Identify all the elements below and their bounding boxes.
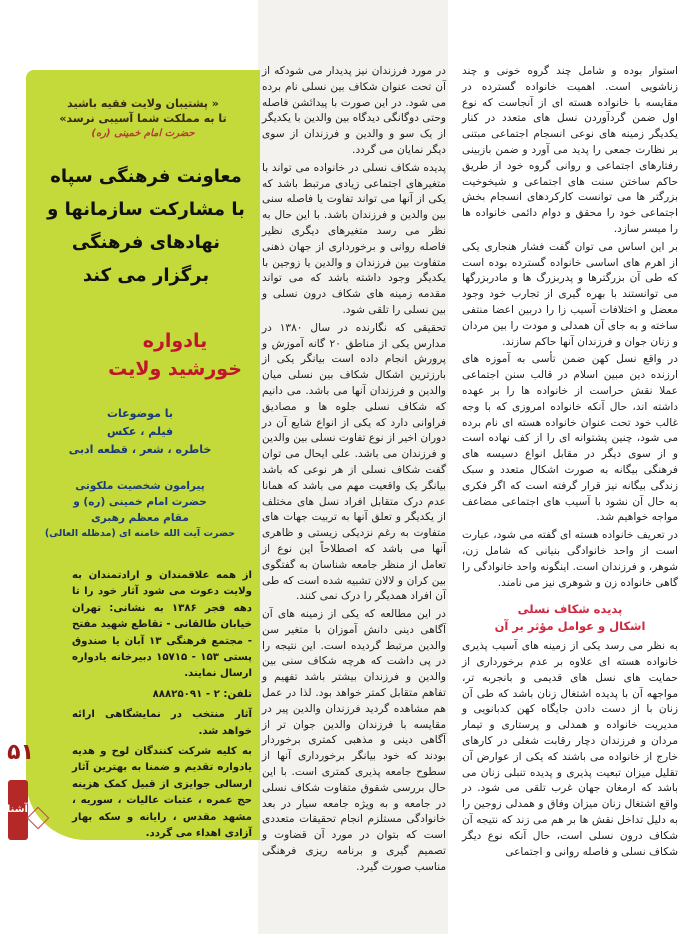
sidebar-quote <box>30 96 256 141</box>
info-paragraph: آثار منتخب در نمایشگاهی ارائه خواهد شد. <box>72 709 252 737</box>
body-paragraph: به نظر می رسد یکی از زمینه های آسیب پذیری خانواده هسته ای علاوه بر عدم برخورداری از حمایت های نسل های قدیمی و بانجربه تر، مواجهه آن با پدیده اشتغال زنان باشد که طی آن زنان با از دست دادن جایگاه کهن کدبانویی و مدیریت خانواده و همدلی و پرستاری و تیمار مردان و فرزندان دچار رقابت شغلی در کارهای خارج از خانواده می باشند که یکی از عوارض آن تقلیل میزان تبعیت پذیری و پدیده تنبلی زنان می باشد که ارمغان جهان غرب تلقی می شود. در واقع اشتغال زنان میزان وفاق و همدلی زوجین را به دلیل تداخل نقش ها بر هم می زند که نتیجه آن شکاف درون نسلی است، حال آنکه نوع دیگر شکاف نسلی و فاصله روانی و اجتماعی <box>462 640 678 858</box>
info-paragraph: به کلیه شرکت کنندگان لوح و هدیه یادواره تقدیم و ضمنا به بهترین آثار ارسالی جوایزی از قبیل کمک هزینه حج عمره ، عتبات عالیات ، سوریه ، مشهد مقدس ، رایانه و سکه بهار آزادی اهداء می گردد. <box>72 746 252 840</box>
title-line: برگزار می کند <box>82 265 210 286</box>
body-paragraph: در مورد فرزندان نیز پدیدار می شودکه از آن تحت عنوان شکاف بین نسلی نام برده می شود. در این صورت با پیدائشن فاصله وحتی دوگانگی دیدگاه بین والدین با یکدیگر از یک سو و والدین و فرزندان از سوی دیگر نمایان می گردد. <box>262 65 446 156</box>
subject-line: حضرت امام خمینی (ره) و <box>73 496 207 508</box>
topics-label: با موضوعات <box>106 407 174 420</box>
body-paragraph: در تعریف خانواده هسته ای گفته می شود، عبارت است از واحد خانوادگی بنیانی که شامل زن، شوهر، و فرزندان است. اینگونه واحد خانوادگی را گاهی خانواده زن و شوهری نیز می نامند. <box>462 529 678 589</box>
sidebar-info <box>72 568 252 847</box>
subheading-line: پدیده شکاف نسلی <box>517 602 623 617</box>
body-paragraph: در واقع نسل کهن ضمن تأسی به آموزه های ارزنده دین مبین اسلام در قالب سنن اجتماعی عملا نقش حراست از خانواده ها را بر عهده داشته اند، حال آنکه خانواده امروزی که با وجه غالب خود تحت عنوان خانواده هسته ای نام برده می شود، چنین پشتوانه ای را از کف نهاده است و از سوی دیگر در مقابل انواع دسیسه های فرهنگی بیگانه به صورت اشکال متعدد و سبک زندگی بیگانه نیز قرار گرفته است که اگر فکری به حال آن نشود با آسیب های اجتماعی مضاعف مواجه خواهیم شد. <box>462 353 678 524</box>
subject-line: حضرت آیت الله خامنه ای (مدظله العالی) <box>44 528 236 539</box>
body-paragraph: بر این اساس می توان گفت فشار هنجاری یکی از اهرم های اساسی خانواده گسترده بوده است که طی آن بزرگترها و پدربزرگ ها و مادربزرگها می توانستند با بهره گیری از تجارب خود وجود معضل و اختلافات آسیب زا را دربین اعضا منتفی ساخته و به جای آن همدلی و مودت را بین مردان و زنان جوان و فرزندان آنها حاکم سازند. <box>462 240 678 348</box>
page-number: ۵۱ <box>7 740 34 765</box>
sidebar-topics <box>40 405 240 459</box>
logo-line: خورشید ولایت <box>108 358 242 380</box>
topics-line: خاطره ، شعر ، قطعه ادبی <box>68 443 212 456</box>
quote-attribution: حضرت امام خمینی (ره) <box>91 128 195 139</box>
logo-line: یادواره <box>142 330 208 352</box>
quote-line: تا به مملکت شما آسیبی نرسد» <box>59 112 227 125</box>
subheading-line: اشکال و عوامل مؤثر بر آن <box>494 619 646 634</box>
body-paragraph: در این مطالعه که یکی از زمینه های آن آگاهی دینی دانش آموزان با متغیر سن والدین مرتبط گردیده است. این نتیجه را در پی داشت که هرچه شکاف سنی بین والدین و فرزندان بیشتر باشد تفهیم و تفاهم متقابل کمتر خواهد بود. لذا در عمل هم مشاهده گردید فرزندان والدین پیر در مقایسه با فرزندان والدین جوان تر از آگاهی دینی و مذهبی کمتری برخوردار بودند که خود بیانگر برخورداری آنها از سطوح جامعه پذیری کمتری است. با این حال بررسی شقوق متفاوت شکاف نسلی در جامعه و به ویژه جامعه سیار در بعد خانوادگی مستلزم انجام تحقیقات متعددی است که بتوان در مورد آن قضاوت و تصمیم گیری و برنامه ریزی فرهنگی مناسب صورت گیرد. <box>262 608 446 873</box>
sidebar-subject <box>40 478 240 542</box>
body-paragraph: استوار بوده و شامل چند گروه خونی و چند زناشویی است. اهمیت خانواده گسترده در مقایسه با خانواده هسته ای از آنجاست که نوع اول ضمن گردآوردن نسل های متعدد در کنار یکدیگر زمینه های نوعی انسجام اجتماعی مبتنی بر نظارت جمعی را پدید می آورد و ضمن بازبینی رفتارهای اجتماعی و روانی گروه خود از طریق حاکم ساختن سنت های اجتماعی و شیخوخیت بزرگتر ها می توانست کارکردهای انسجام بخش اجتماعی خود را محقق و دوام دائمی خانواده ها را میسر سازد. <box>462 65 678 235</box>
info-paragraph: تلفن: ۲ - ۸۸۸۲۵۰۹۱ <box>152 688 252 700</box>
body-paragraph: پدیده شکاف نسلی در خانواده می تواند با متغیرهای اجتماعی زیادی مرتبط باشد که یکی از آنها می تواند تفاوت یا فاصله سنی بین والدین و فرزندان باشد. با این حال به نظر می رسد متغیرهای دیگری نظیر فاصله روانی و برخورداری از جهان ذهنی متفاوت بین فرزندان و والدین یا زوجین با یکدیگر وجود داشته باشد که می تواند مقدمه زمینه های شکاف درون نسلی و بین نسلی را تلقی شود. <box>262 161 446 316</box>
section-subheading <box>462 601 678 635</box>
magazine-logo: آشنا <box>8 780 28 840</box>
body-paragraph: تحقیقی که نگارنده در سال ۱۳۸۰ در مدارس یکی از مناطق ۲۰ گانه آموزش و پرورش انجام داده است بیانگر یکی از بارزترین اشکال شکاف بین نسلی میان والدین و فرزندان آنها می باشد. می دانیم که شکاف نسلی جلوه ها و مصادیق فراوانی دارد که یکی از انواع شایع آن در دوران اخیر از نوع تفاوت نسلی بین والدین و فرزندان می باشد. علی ایحال می توان گفت شکاف نسلی از هر نوعی که باشد بیانگر یک واقعیت مهم می باشد که همانا عدم درک متقابل افراد نسل های مختلف از یکدیگر و تعلق آنها به تربیت جهات های متفاوت به رغم نزدیکی زیستی و ظاهری آنها می باشد که اصطلاحاً این نوع از تعامل از منظر جامعه شناسان به گفتگوی بین کران و لالان تشبیه شده است که طی آن افراد همدیگر را درک نمی کنند. <box>261 321 446 603</box>
title-line: نهادهای فرهنگی <box>71 232 221 253</box>
middle-column <box>262 64 446 878</box>
info-paragraph: از همه علاقمندان و ارادتمندان به ولایت دعوت می شود آثار خود را تا دهه فجر ۱۳۸۶ به نشانی: تهران خیابان طالقانی - تقاطع شهید مفتح - مجتمع فرهنگی ۱۳ آبان یا صندوق پستی ۱۵۳ - ۱۵۷۱۵ دبیرخانه یادواره ارسال نمایند. <box>72 570 252 680</box>
title-line: معاونت فرهنگی سپاه <box>50 166 242 187</box>
right-column <box>462 64 678 862</box>
event-logo <box>100 330 250 390</box>
title-line: با مشارکت سازمانها و <box>47 199 245 220</box>
subject-line: مقام معظم رهبری <box>91 512 189 524</box>
quote-line: « پشتیبان ولایت فقیه باشید <box>67 97 219 110</box>
topics-line: فیلم ، عکس <box>106 425 174 438</box>
sidebar-title <box>36 160 256 292</box>
subject-line: پیرامون شخصیت ملکوتی <box>75 480 205 492</box>
